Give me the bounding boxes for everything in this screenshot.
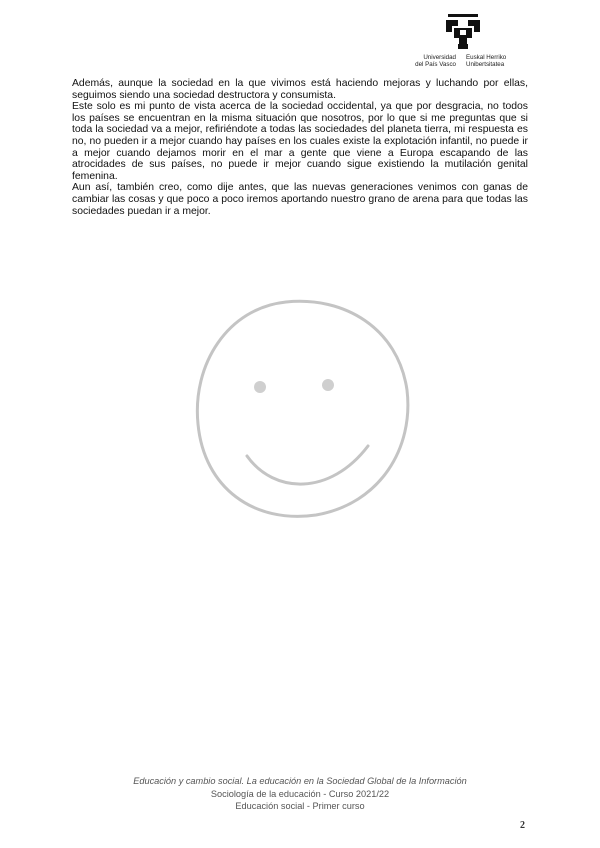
page-number: 2 (520, 820, 525, 831)
university-name-es: Universidad del País Vasco (415, 54, 456, 68)
university-name-eu: Euskal Herriko Unibertsitatea (466, 54, 507, 68)
university-logo (398, 14, 532, 76)
paragraph: Aun así, también creo, como dije antes, que las nuevas generaciones venimos con ganas de cambiar las cosas y que poco a poco iremos aportando nuestro grano de arena para que todas las sociedades puedan ir a mejor. (72, 182, 528, 217)
page-footer (0, 775, 600, 813)
body-text (72, 78, 528, 217)
footer-course: Sociología de la educación - Curso 2021/22 (210, 788, 390, 799)
smiley-right-eye (322, 379, 334, 391)
footer-title: Educación y cambio social. La educación en la Sociedad Global de la Información (133, 776, 467, 786)
smiley-face-drawing (194, 298, 412, 520)
paragraph: Además, aunque la sociedad en la que vivimos está haciendo mejoras y luchando por ellas, seguimos siendo una sociedad destructora y consumista. (72, 78, 528, 101)
smiley-left-eye (254, 381, 266, 393)
footer-degree: Educación social - Primer curso (235, 801, 365, 812)
upv-ehu-emblem-icon (440, 14, 486, 50)
paragraph: Este solo es mi punto de vista acerca de la sociedad occidental, ya que por desgracia, no todos los países se encuentran en la misma situación que nosotros, por lo que si me preguntas que si toda la sociedad va a mejor, refiriéndote a todas las sociedades del planeta tierra, mi respuesta es no, no pueden ir a mejor cuando hay países en los cuales existe la explotación infantil, no puede ir a mejor cuando dejamos morir en el mar a gente que viene a Europa escapando de las atrocidades de sus países, no puede ir mejor cuando sigue existiendo la mutilación genital femenina. (72, 101, 528, 182)
smiley-mouth (247, 446, 368, 484)
